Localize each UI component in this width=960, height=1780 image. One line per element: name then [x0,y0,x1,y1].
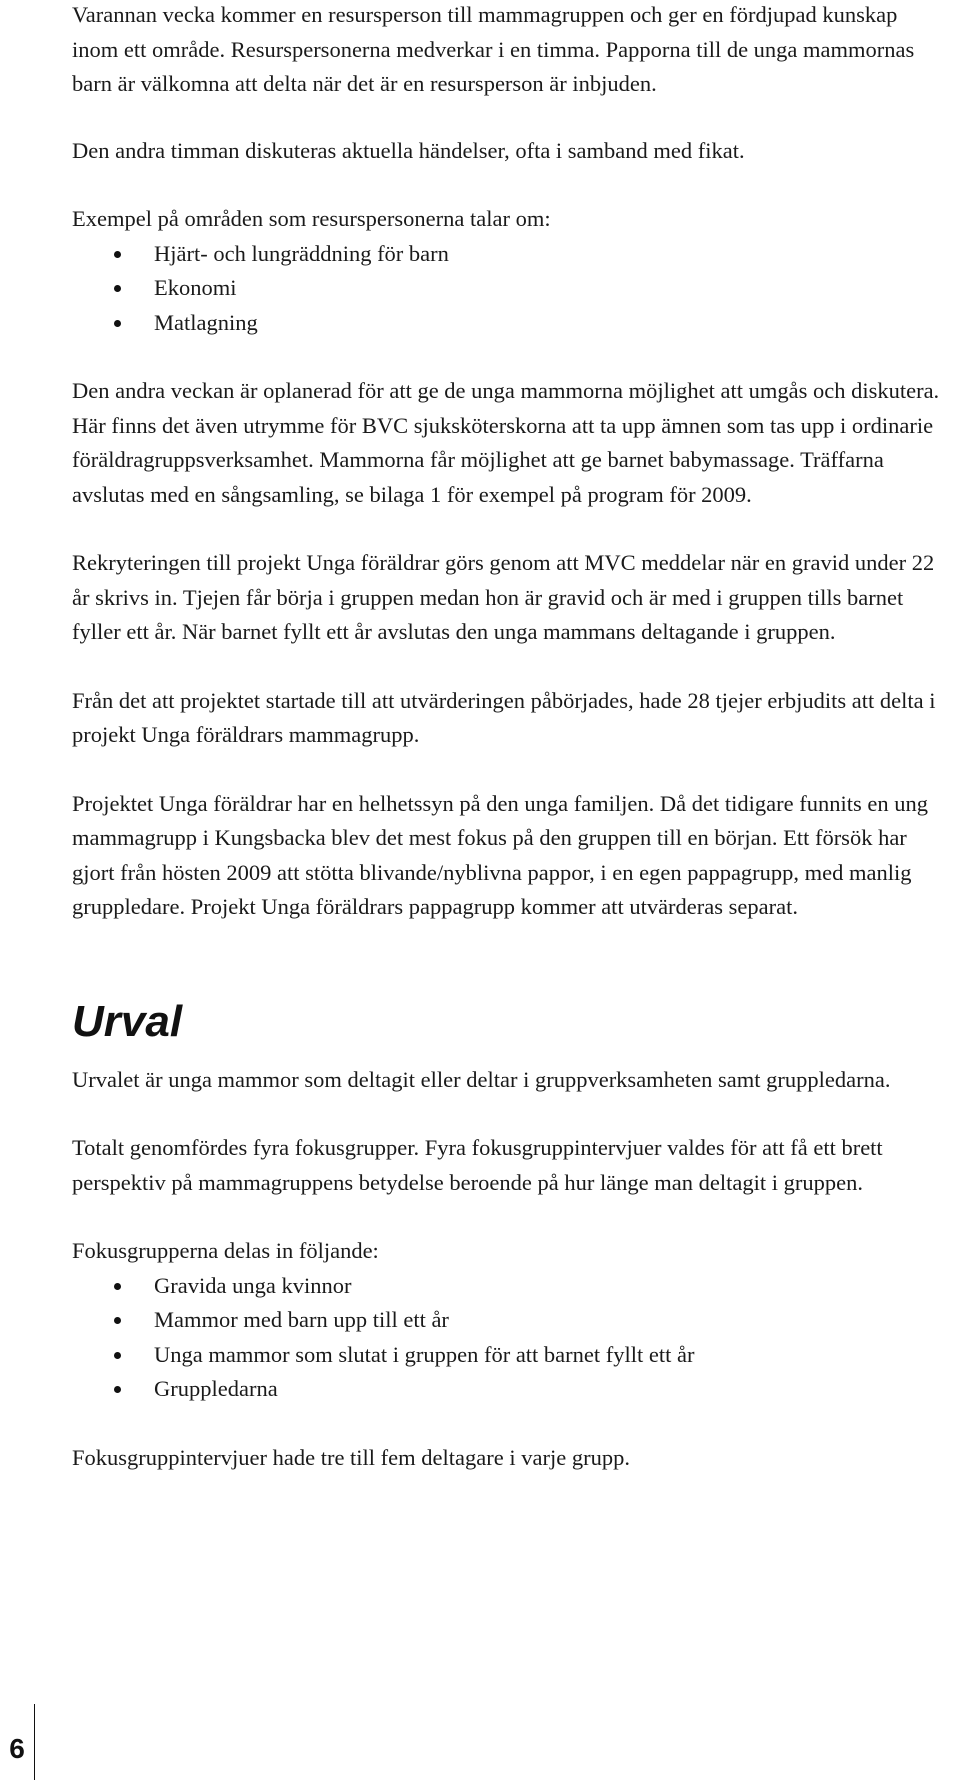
list-item: Unga mammor som slutat i gruppen för att barnet fyllt ett år [72,1338,942,1373]
list-item: Gravida unga kvinnor [72,1269,942,1304]
list-item: Gruppledarna [72,1372,942,1407]
paragraph-invited-count: Från det att projektet startade till att utvärderingen påbörjades, hade 28 tjejer erbjudits att delta i projekt Unga föräldrars mammagrupp. [72,687,936,747]
paragraph-resource-person: Varannan vecka kommer en resursperson till mammagruppen och ger en fördjupad kunskap inom ett område. Resurspersonerna medverkar i en timma. Papporna till de unga mammornas barn är välkomna att delta när det är en resursperson är inbjuden. [72,2,915,96]
page-number: 6 [9,1732,25,1764]
focus-groups-list [72,1269,942,1407]
list-item: Hjärt- och lungräddning för barn [72,237,942,272]
paragraph-holistic-view: Projektet Unga föräldrar har en helhetssyn på den unga familjen. Då det tidigare funnits en ung mammagrupp i Kungsbacka blev det mest fokus på den gruppen till en början. Ett försök har gjort från hösten 2009 att stötta blivande/nyblivna pappor, i en egen pappagrupp, med manlig gruppledare. Projekt Unga föräldrars pappagrupp kommer att utvärderas separat. [72,790,928,919]
paragraph-second-week: Den andra veckan är oplanerad för att ge de unga mammorna möjlighet att umgås och diskutera. Här finns det även utrymme för BVC sjuksköterskorna att ta upp ämnen som tas upp i ordinarie föräldragruppsverksamhet. Mammorna får möjlighet att ge barnet babymassage. Träffarna avslutas med en sångsamling, se bilaga 1 för exempel på program för 2009. [72,378,940,507]
list-item: Mammor med barn upp till ett år [72,1303,942,1338]
resource-topics-list [72,237,942,341]
page-number-divider [34,1704,35,1780]
paragraph-recruitment: Rekryteringen till projekt Unga föräldrar görs genom att MVC meddelar när en gravid under 22 år skrivs in. Tjejen får börja i gruppen medan hon är gravid och är med i gruppen tills barnet fyller ett år. När barnet fyllt ett år avslutas den unga mammans deltagande i gruppen. [72,550,935,644]
document-page [72,0,942,1475]
paragraph-participants: Fokusgruppintervjuer hade tre till fem deltagare i varje grupp. [72,1444,630,1470]
section-heading-urval: Urval [72,996,183,1046]
list-item: Ekonomi [72,271,942,306]
paragraph-examples-intro: Exempel på områden som resurspersonerna talar om: [72,206,551,231]
paragraph-selection: Urvalet är unga mammor som deltagit eller deltar i gruppverksamheten samt gruppledarna. [72,1066,891,1092]
paragraph-focus-groups: Totalt genomfördes fyra fokusgrupper. Fyra fokusgruppintervjuer valdes för att få ett brett perspektiv på mammagruppens betydelse beroende på hur länge man deltagit i gruppen. [72,1135,883,1195]
paragraph-second-hour: Den andra timman diskuteras aktuella händelser, ofta i samband med fikat. [72,137,745,163]
paragraph-focus-groups-division: Fokusgrupperna delas in följande: [72,1238,379,1263]
list-item: Matlagning [72,306,942,341]
